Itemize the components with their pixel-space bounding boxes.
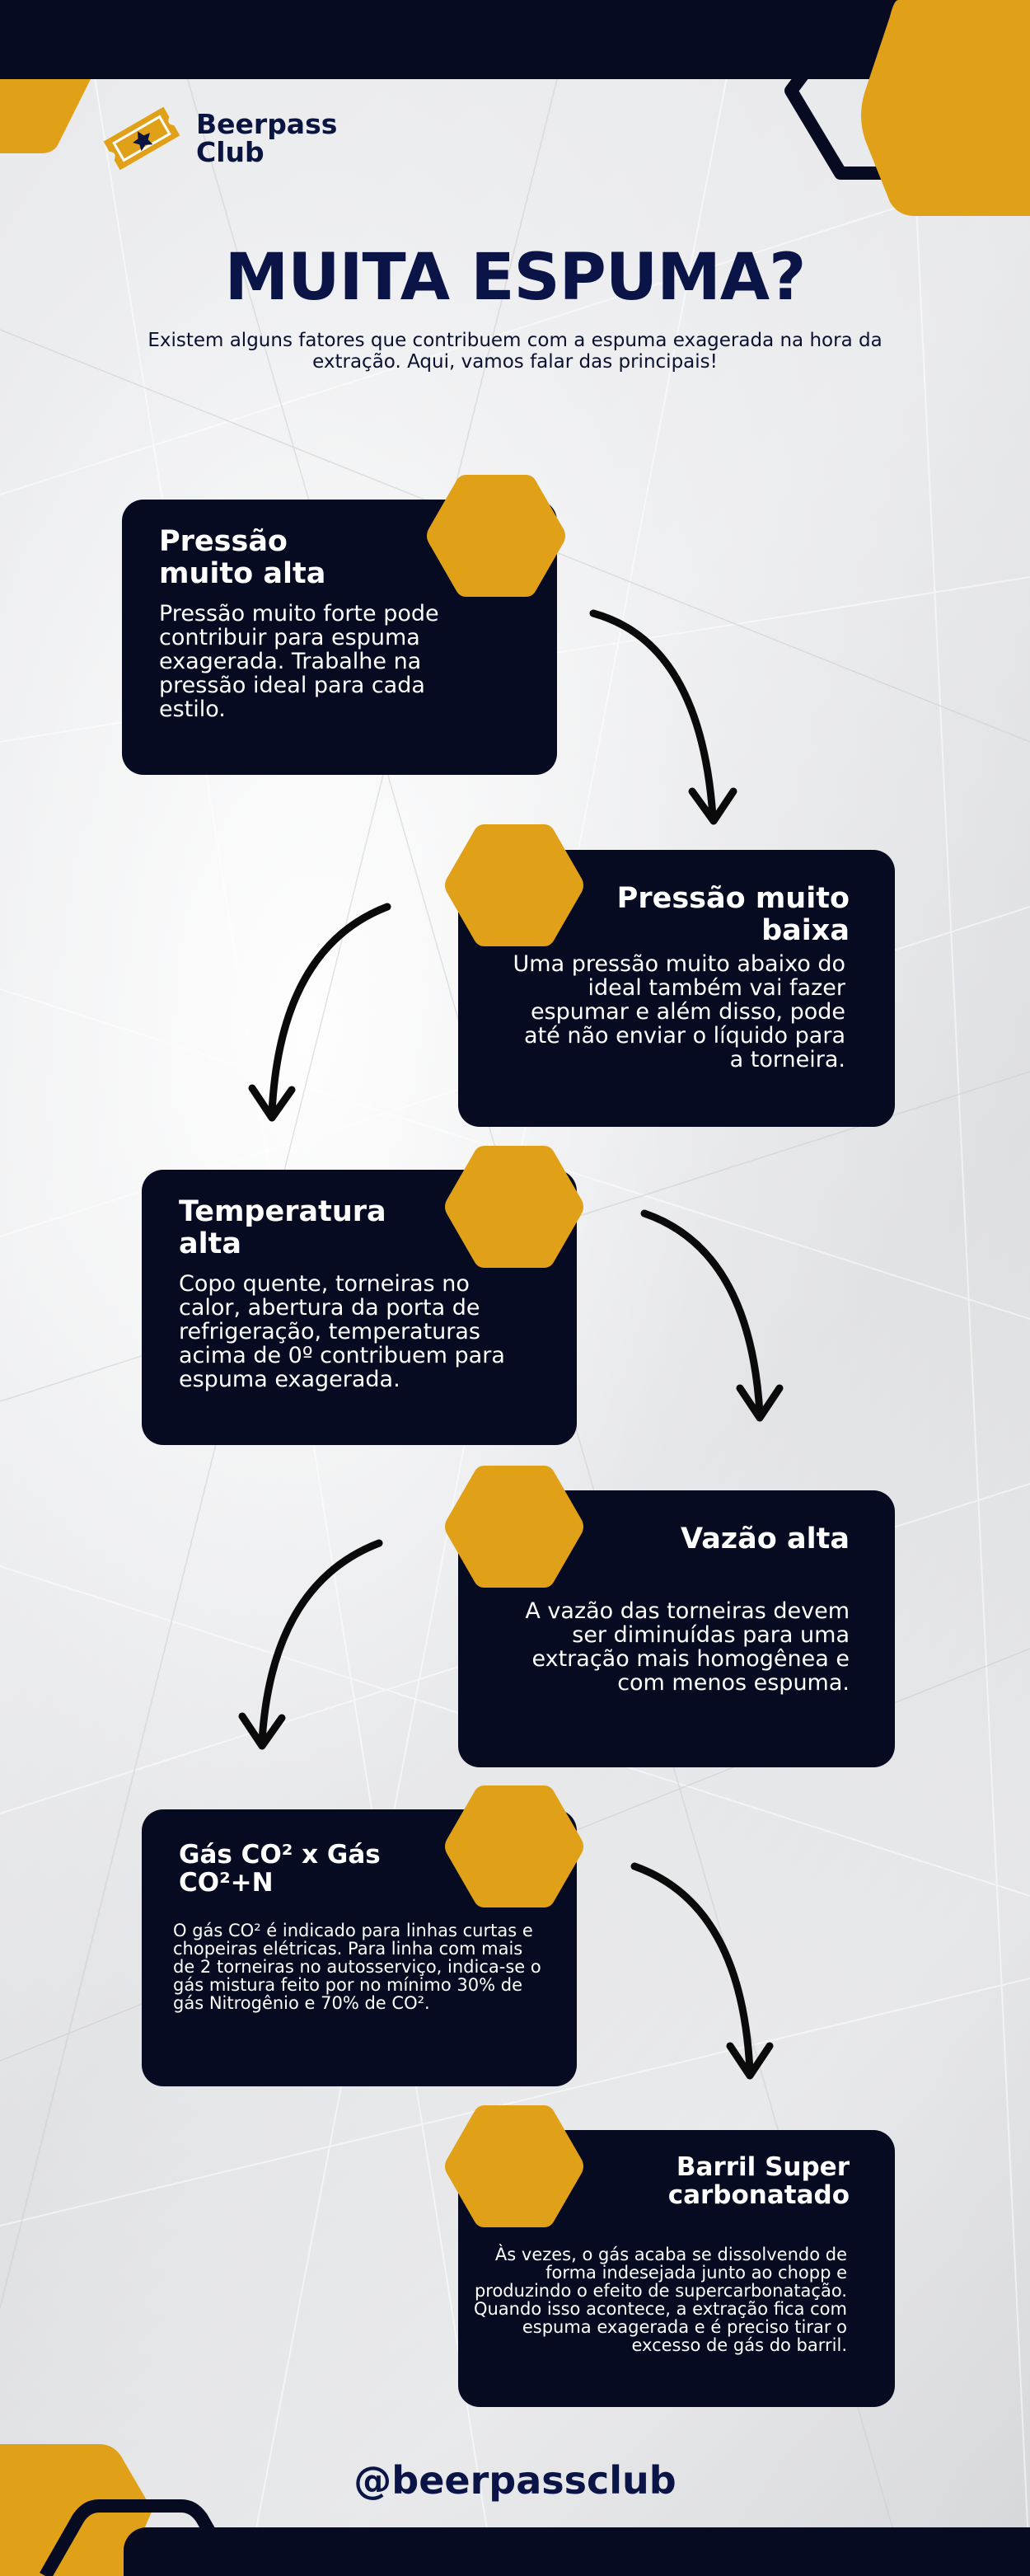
factor-title: Temperatura alta (179, 1195, 386, 1260)
gold-hexagon-icon (442, 1782, 587, 1911)
factor-title: Pressão muito alta (159, 525, 326, 590)
brand-name-line2: Club (196, 136, 265, 168)
factor-title: Barril Super carbonatado (667, 2152, 850, 2210)
brand-logo[interactable] (97, 101, 337, 176)
factor-title: Pressão muito baixa (616, 882, 850, 947)
flow-arrow (626, 1200, 808, 1431)
flow-arrow (231, 899, 412, 1129)
factor-text: O gás CO² é indicado para linhas curtas e chopeiras elétricas. Para linha com mais de 2 torneiras no autosserviço, indica-se o gás mistura feito por no mínimo 30% de gás Nitrogênio e 70% de CO². (173, 1921, 541, 2013)
page-title: MUITA ESPUMA? (224, 241, 806, 315)
factor-title: Gás CO² x Gás CO²+N (179, 1840, 381, 1898)
top-left-gold-shape (0, 79, 91, 153)
social-handle[interactable]: @beerpassclub (353, 2458, 677, 2503)
flow-arrow (618, 1855, 799, 2086)
bottom-bar (124, 2527, 1030, 2576)
factor-text: Pressão muito forte pode contribuir para espuma exagerada. Trabalhe na pressão ideal para cada estilo. (159, 601, 439, 722)
flow-arrow (222, 1535, 404, 1757)
factor-text: Uma pressão muito abaixo do ideal também vai fazer espumar e além disso, pode até não enviar o líquido para a torneira. (513, 951, 845, 1072)
brand-name (196, 110, 337, 167)
flow-arrow (577, 594, 758, 833)
gold-hexagon-icon (442, 821, 587, 950)
gold-hexagon-icon (442, 1462, 587, 1591)
ticket-star-icon (97, 101, 186, 176)
factor-title: Vazão alta (681, 1523, 850, 1555)
factor-text: Copo quente, torneiras no calor, abertura da porta de refrigeração, temperaturas acima de 0º contribuem para espuma exagerada. (179, 1271, 505, 1392)
factor-text: Às vezes, o gás acaba se dissolvendo de forma indesejada junto ao chopp e produzindo o efeito de supercarbonatação. Quando isso acontece, a extração fica com espuma exagerada e é preciso tirar o excesso de gás do barril. (473, 2245, 847, 2355)
brand-name-line1: Beerpass (196, 108, 338, 140)
gold-hexagon-icon (424, 472, 569, 600)
gold-hexagon-icon (442, 1143, 587, 1271)
gold-hexagon-icon (442, 2102, 587, 2231)
top-right-hexagon-decoration (775, 0, 1030, 218)
page-subtitle: Existem alguns fatores que contribuem com a espuma exagerada na hora da extração. Aqui, vamos falar das principais! (147, 330, 883, 373)
factor-text: A vazão das torneiras devem ser diminuídas para uma extração mais homogênea e com menos espuma. (525, 1598, 850, 1696)
